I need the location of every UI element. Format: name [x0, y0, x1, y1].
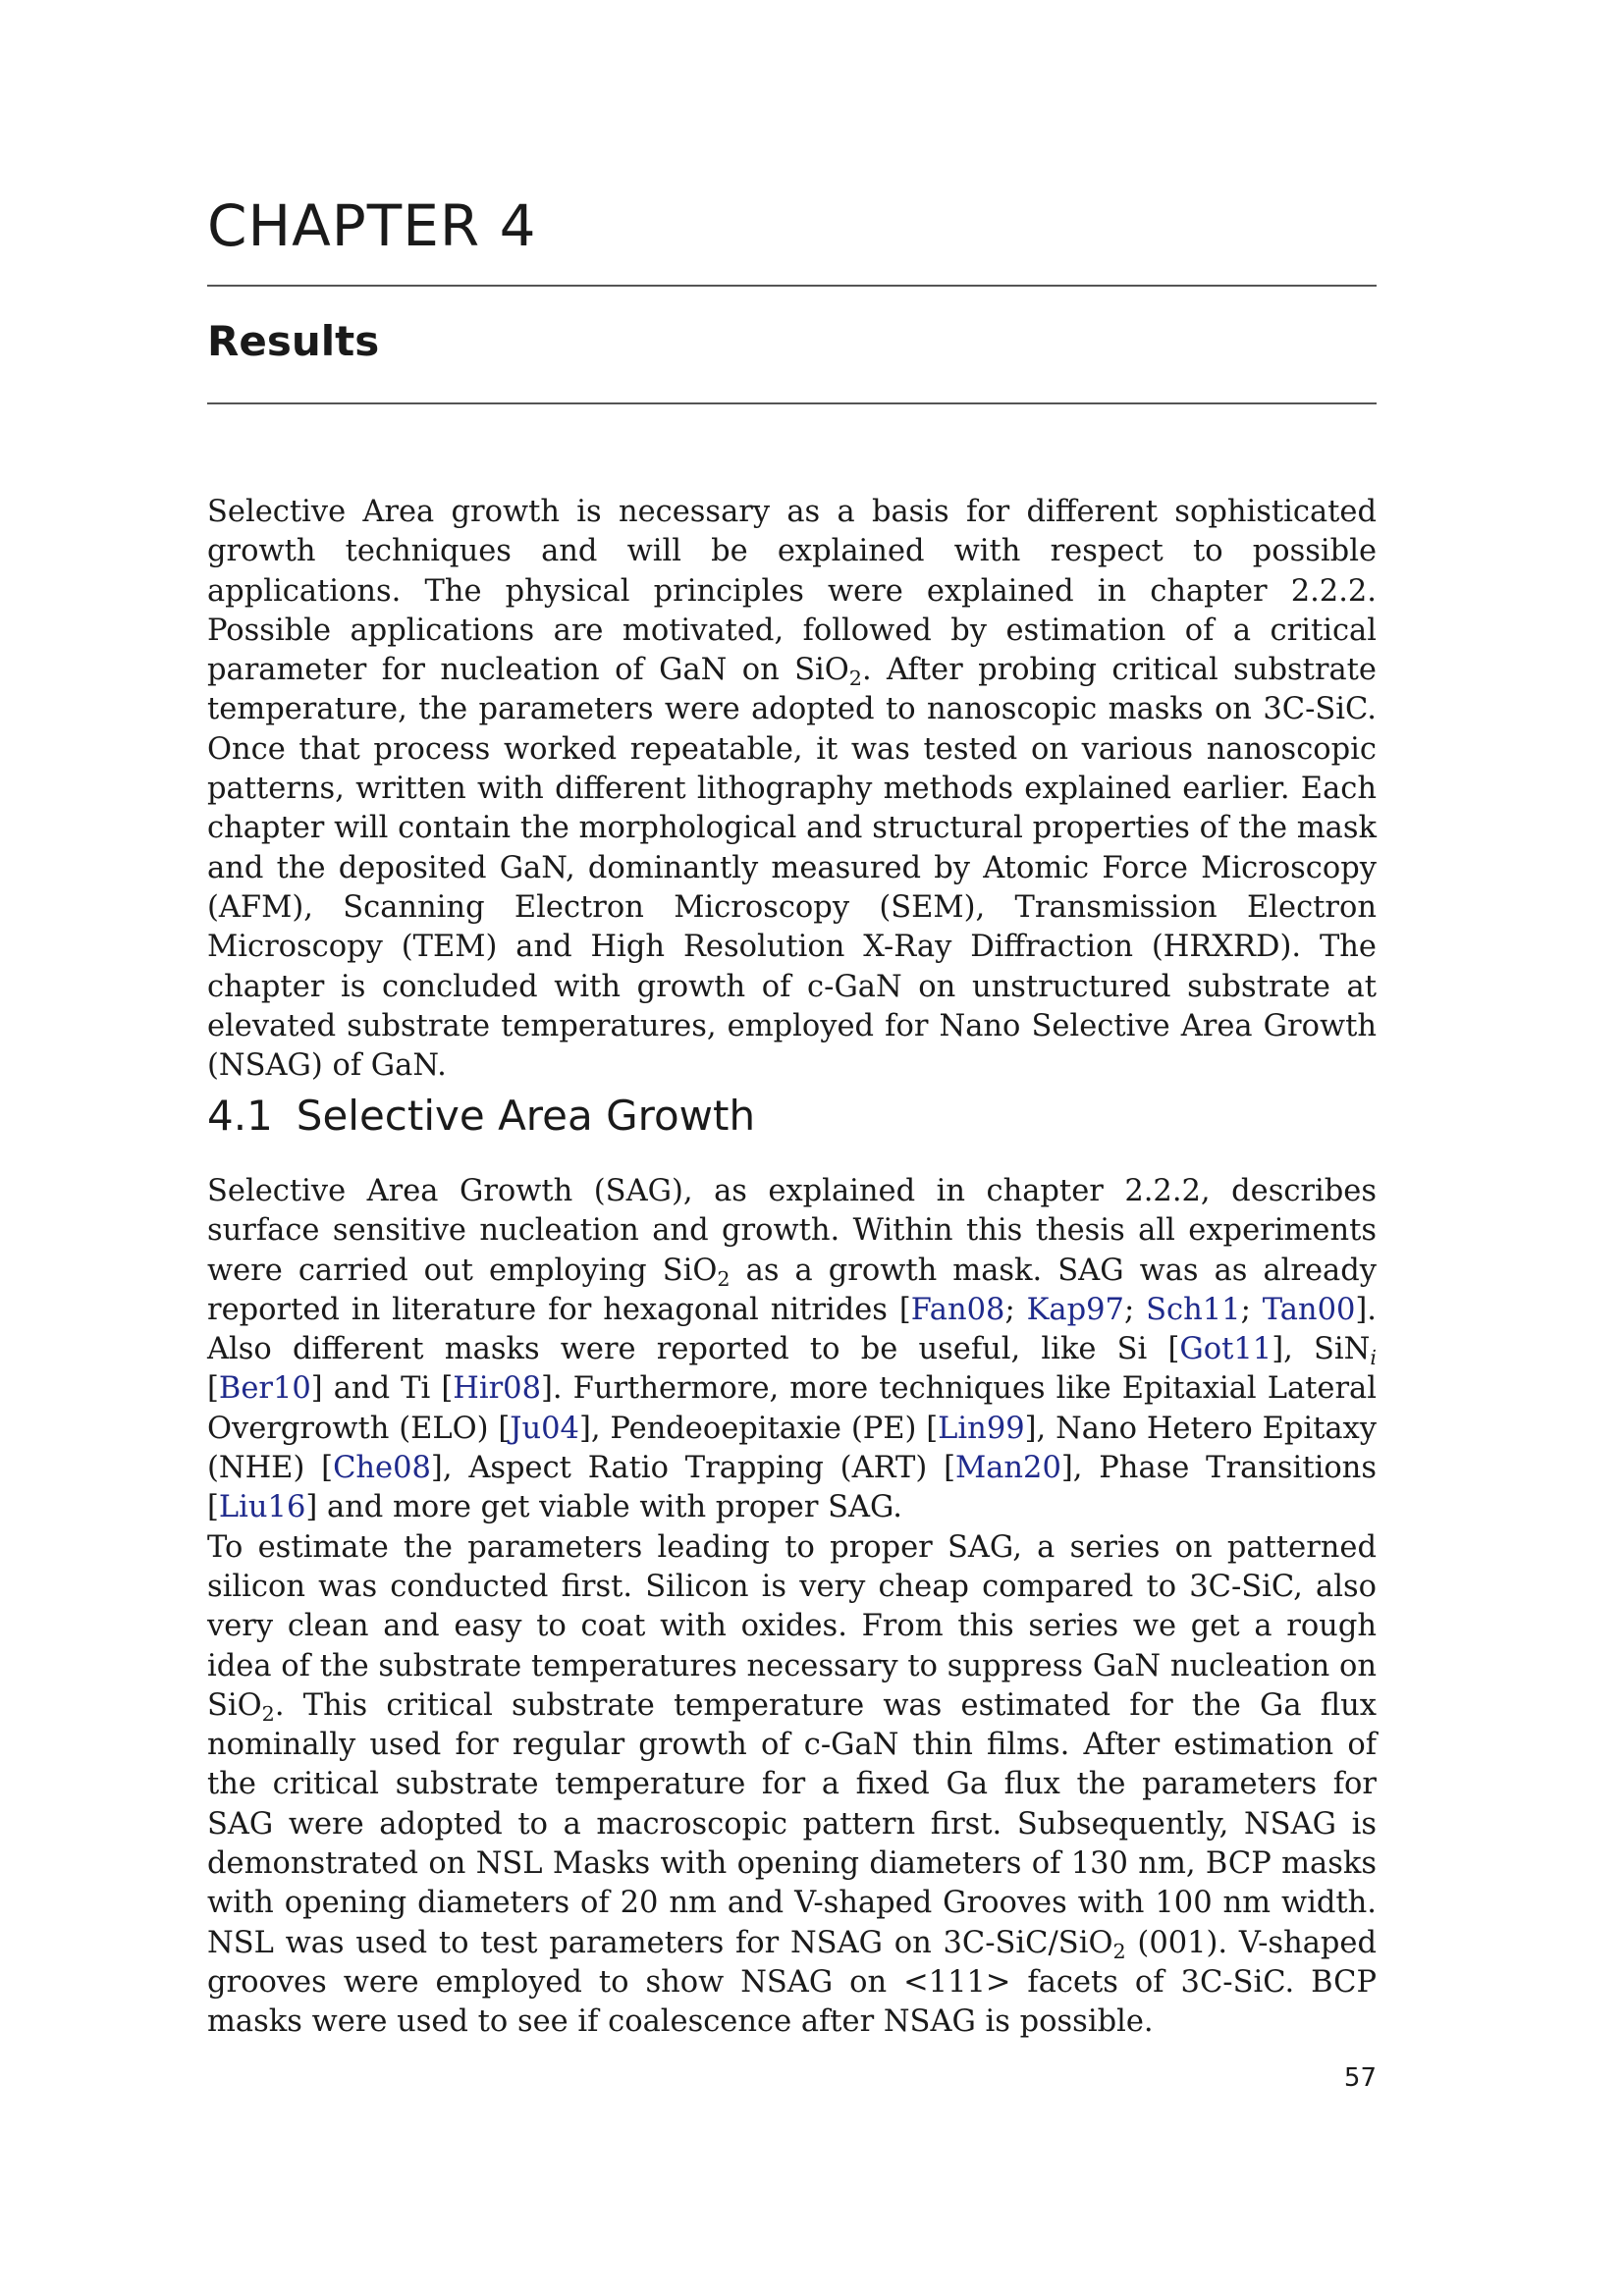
section-body: [207, 1172, 1377, 2043]
citation-link[interactable]: Kap97: [1026, 1292, 1124, 1327]
citation-link[interactable]: Ber10: [218, 1371, 311, 1407]
citation-link[interactable]: Tan00: [1262, 1292, 1356, 1327]
citation-link[interactable]: Hir08: [453, 1371, 541, 1407]
chapter-rule-bottom: [207, 402, 1377, 404]
section-paragraph-1: Selective Area Growth (SAG), as explained in chapter 2.2.2, describes surface sensitive nucleation and growth. Within this thesis all experiments were carried out employing SiO$_2$ as a growth mask. SAG was as already reported in literature for hexagonal nitrides [Fan08; Kap97; Sch11; Tan00]. Also different masks were reported to be useful, like Si [Got11], SiN$_i$ [Ber10] and Ti [Hir08]. Furthermore, more techniques like Epitaxial Lateral Overgrowth (ELO) [Ju04], Pendeoepitaxie (PE) [Lin99], Nano Hetero Epitaxy (NHE) [Che08], Aspect Ratio Trapping (ART) [Man20], Phase Transitions [Liu16] and more get viable with proper SAG.: [207, 1174, 1377, 1525]
citation-link[interactable]: Man20: [955, 1451, 1061, 1486]
citation-link[interactable]: Ju04: [510, 1411, 579, 1446]
citation-link[interactable]: Fan08: [910, 1292, 1005, 1327]
chapter-label: CHAPTER 4: [207, 192, 537, 259]
page-number: 57: [1343, 2063, 1377, 2093]
section-number: 4.1: [207, 1092, 273, 1140]
citation-link[interactable]: Liu16: [218, 1490, 306, 1525]
section-title: Selective Area Growth: [296, 1092, 756, 1140]
chapter-rule-top: [207, 285, 1377, 287]
citation-link[interactable]: Got11: [1179, 1332, 1272, 1367]
section-heading: [207, 1087, 755, 1146]
section-paragraph-2: To estimate the parameters leading to proper SAG, a series on patterned silicon was conducted first. Silicon is very cheap compared to 3C-SiC, also very clean and easy to coat with oxides. From this series we get a rough idea of the substrate temperatures necessary to suppress GaN nucleation on SiO$_2$. This critical substrate temperature was estimated for the Ga flux nominally used for regular growth of c-GaN thin films. After estimation of the critical substrate temperature for a fixed Ga flux the parameters for SAG were adopted to a macroscopic pattern first. Subsequently, NSAG is demonstrated on NSL Masks with opening diameters of 130 nm, BCP masks with opening diameters of 20 nm and V-shaped Grooves with 100 nm width. NSL was used to test parameters for NSAG on 3C-SiC/SiO$_2$ (001). V-shaped grooves were employed to show NSAG on <111> facets of 3C-SiC. BCP masks were used to see if coalescence after NSAG is possible.: [207, 1529, 1377, 2040]
chapter-title: Results: [207, 317, 380, 365]
citation-link[interactable]: Che08: [333, 1451, 431, 1486]
citation-link[interactable]: Lin99: [938, 1411, 1025, 1446]
intro-paragraph: Selective Area growth is necessary as a basis for different sophisticated growth techniques and will be explained with respect to possible applications. The physical principles were explained in chapter 2.2.2. Possible applications are motivated, followed by estimation of a critical parameter for nucleation of GaN on SiO$_2$. After probing critical substrate temperature, the parameters were adopted to nanoscopic masks on 3C-SiC. Once that process worked repeatable, it was tested on various nanoscopic patterns, written with different lithography methods explained earlier. Each chapter will contain the morphological and structural properties of the mask and the deposited GaN, dominantly measured by Atomic Force Microscopy (AFM), Scanning Electron Microscopy (SEM), Transmission Electron Microscopy (TEM) and High Resolution X-Ray Diffraction (HRXRD). The chapter is concluded with growth of c-GaN on unstructured substrate at elevated substrate temperatures, employed for Nano Selective Area Growth (NSAG) of GaN.: [207, 495, 1377, 1084]
citation-link[interactable]: Sch11: [1146, 1292, 1241, 1327]
